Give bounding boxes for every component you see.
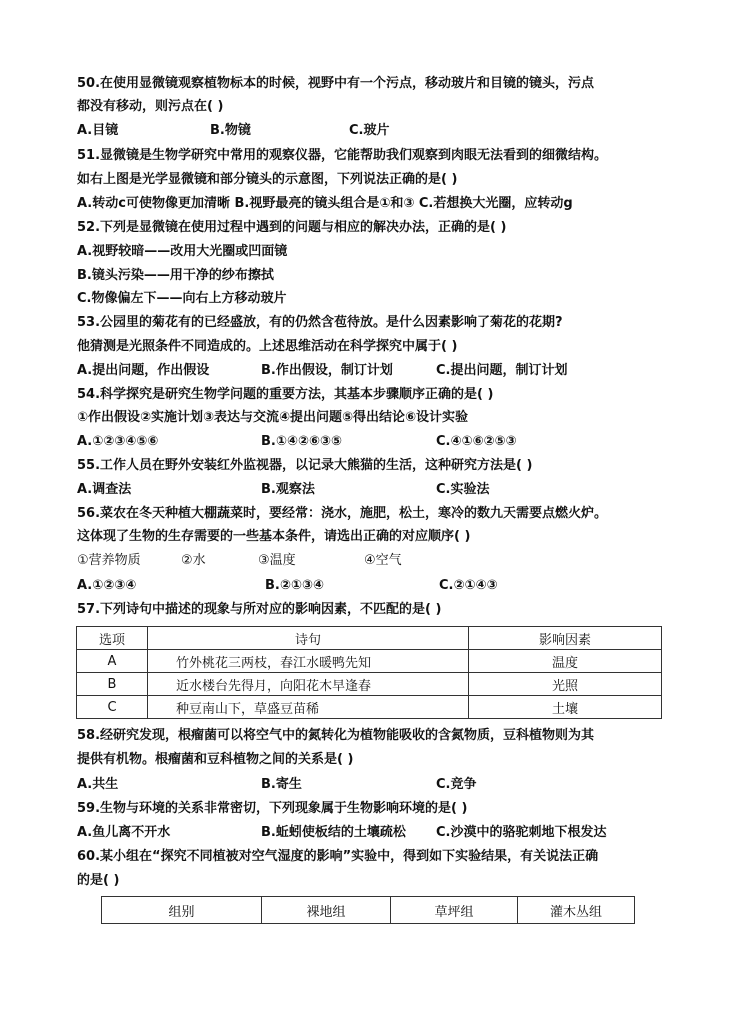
q58-option-c: C.竞争 bbox=[436, 777, 477, 792]
q56-stem-line2: 这体现了生物的生存需要的一些基本条件，请选出正确的对应顺序( ) bbox=[77, 529, 471, 544]
q53-option-a: A.提出问题，作出假设 bbox=[77, 363, 210, 378]
header-shrub: 灌木丛组 bbox=[518, 897, 635, 924]
table-row bbox=[77, 673, 662, 696]
q55-option-a: A.调查法 bbox=[77, 482, 132, 497]
q50-stem-line1: 50.在使用显微镜观察植物标本的时候，视野中有一个污点，移动玻片和目镜的镜头，污点 bbox=[77, 76, 595, 91]
q50-stem-line2: 都没有移动，则污点在( ) bbox=[77, 99, 224, 114]
header-factor: 影响因素 bbox=[469, 627, 662, 650]
header-lawn: 草坪组 bbox=[391, 897, 518, 924]
q57-table bbox=[76, 626, 662, 719]
q59-option-a: A.鱼儿离不开水 bbox=[77, 825, 171, 840]
row-option: A bbox=[77, 650, 148, 673]
q54-option-c: C.④①⑥②⑤③ bbox=[436, 434, 517, 449]
q59-option-b: B.蚯蚓使板结的土壤疏松 bbox=[261, 825, 406, 840]
q54-stem-line2: ①作出假设②实施计划③表达与交流④提出问题⑤得出结论⑥设计实验 bbox=[77, 410, 469, 425]
q56-factor-2: ②水 bbox=[181, 553, 206, 568]
q52-stem: 52.下列是显微镜在使用过程中遇到的问题与相应的解决办法，正确的是( ) bbox=[77, 220, 507, 235]
table-row bbox=[77, 696, 662, 719]
q51-stem-line2: 如右上图是光学显微镜和部分镜头的示意图，下列说法正确的是( ) bbox=[77, 172, 458, 187]
q50-option-c: C.玻片 bbox=[349, 123, 390, 138]
q52-option-c: C.物像偏左下——向右上方移动玻片 bbox=[77, 291, 287, 306]
q50-option-a: A.目镜 bbox=[77, 123, 119, 138]
q51-options: A.转动c可使物像更加清晰 B.视野最亮的镜头组合是①和③ C.若想换大光圈，应转动g bbox=[77, 196, 573, 211]
row-poem: 种豆南山下，草盛豆苗稀 bbox=[148, 696, 469, 719]
q52-option-b: B.镜头污染——用干净的纱布擦拭 bbox=[77, 268, 274, 283]
row-option: B bbox=[77, 673, 148, 696]
q56-factor-1: ①营养物质 bbox=[77, 553, 141, 568]
q56-option-b: B.②①③④ bbox=[265, 578, 324, 593]
q54-option-a: A.①②③④⑤⑥ bbox=[77, 434, 159, 449]
q58-stem-line1: 58.经研究发现，根瘤菌可以将空气中的氮转化为植物能吸收的含氮物质，豆科植物则为其 bbox=[77, 728, 595, 743]
header-option: 选项 bbox=[77, 627, 148, 650]
q53-option-c: C.提出问题，制订计划 bbox=[436, 363, 568, 378]
header-poem: 诗句 bbox=[148, 627, 469, 650]
q55-stem: 55.工作人员在野外安装红外监视器，以记录大熊猫的生活，这种研究方法是( ) bbox=[77, 458, 533, 473]
q54-stem-line1: 54.科学探究是研究生物学问题的重要方法，其基本步骤顺序正确的是( ) bbox=[77, 387, 494, 402]
q58-stem-line2: 提供有机物。根瘤菌和豆科植物之间的关系是( ) bbox=[77, 752, 354, 767]
header-group: 组别 bbox=[102, 897, 262, 924]
q51-stem-line1: 51.显微镜是生物学研究中常用的观察仪器，它能帮助我们观察到肉眼无法看到的细微结构。 bbox=[77, 148, 608, 163]
q53-stem-line2: 他猜测是光照条件不同造成的。上述思维活动在科学探究中属于( ) bbox=[77, 339, 458, 354]
q56-option-a: A.①②③④ bbox=[77, 578, 137, 593]
q60-stem-line1: 60.某小组在“探究不同植被对空气湿度的影响”实验中，得到如下实验结果，有关说法正确 bbox=[77, 849, 599, 864]
q55-option-c: C.实验法 bbox=[436, 482, 490, 497]
row-poem: 竹外桃花三两枝，春江水暖鸭先知 bbox=[148, 650, 469, 673]
row-option: C bbox=[77, 696, 148, 719]
q59-option-c: C.沙漠中的骆驼刺地下根发达 bbox=[436, 825, 607, 840]
q56-factor-4: ④空气 bbox=[364, 553, 402, 568]
row-factor: 光照 bbox=[469, 673, 662, 696]
q56-option-c: C.②①④③ bbox=[439, 578, 498, 593]
q57-stem: 57.下列诗句中描述的现象与所对应的影响因素，不匹配的是( ) bbox=[77, 602, 442, 617]
row-factor: 土壤 bbox=[469, 696, 662, 719]
table-header-row bbox=[102, 897, 635, 924]
q60-stem-line2: 的是( ) bbox=[77, 873, 120, 888]
q56-stem-line1: 56.菜农在冬天种植大棚蔬菜时，要经常：浇水，施肥，松土，寒冷的数九天需要点燃火炉。 bbox=[77, 506, 608, 521]
q50-option-b: B.物镜 bbox=[210, 123, 251, 138]
q53-option-b: B.作出假设，制订计划 bbox=[261, 363, 393, 378]
q59-stem: 59.生物与环境的关系非常密切，下列现象属于生物影响环境的是( ) bbox=[77, 801, 468, 816]
q53-stem-line1: 53.公园里的菊花有的已经盛放，有的仍然含苞待放。是什么因素影响了菊花的花期? bbox=[77, 315, 563, 330]
q58-option-a: A.共生 bbox=[77, 777, 119, 792]
q52-option-a: A.视野较暗——改用大光圈或凹面镜 bbox=[77, 244, 288, 259]
q58-option-b: B.寄生 bbox=[261, 777, 302, 792]
q60-table bbox=[101, 896, 635, 924]
q55-option-b: B.观察法 bbox=[261, 482, 315, 497]
row-poem: 近水楼台先得月，向阳花木早逢春 bbox=[148, 673, 469, 696]
q54-option-b: B.①④②⑥③⑤ bbox=[261, 434, 342, 449]
table-header-row bbox=[77, 627, 662, 650]
q56-factor-3: ③温度 bbox=[258, 553, 296, 568]
header-bare: 裸地组 bbox=[262, 897, 391, 924]
row-factor: 温度 bbox=[469, 650, 662, 673]
table-row bbox=[77, 650, 662, 673]
